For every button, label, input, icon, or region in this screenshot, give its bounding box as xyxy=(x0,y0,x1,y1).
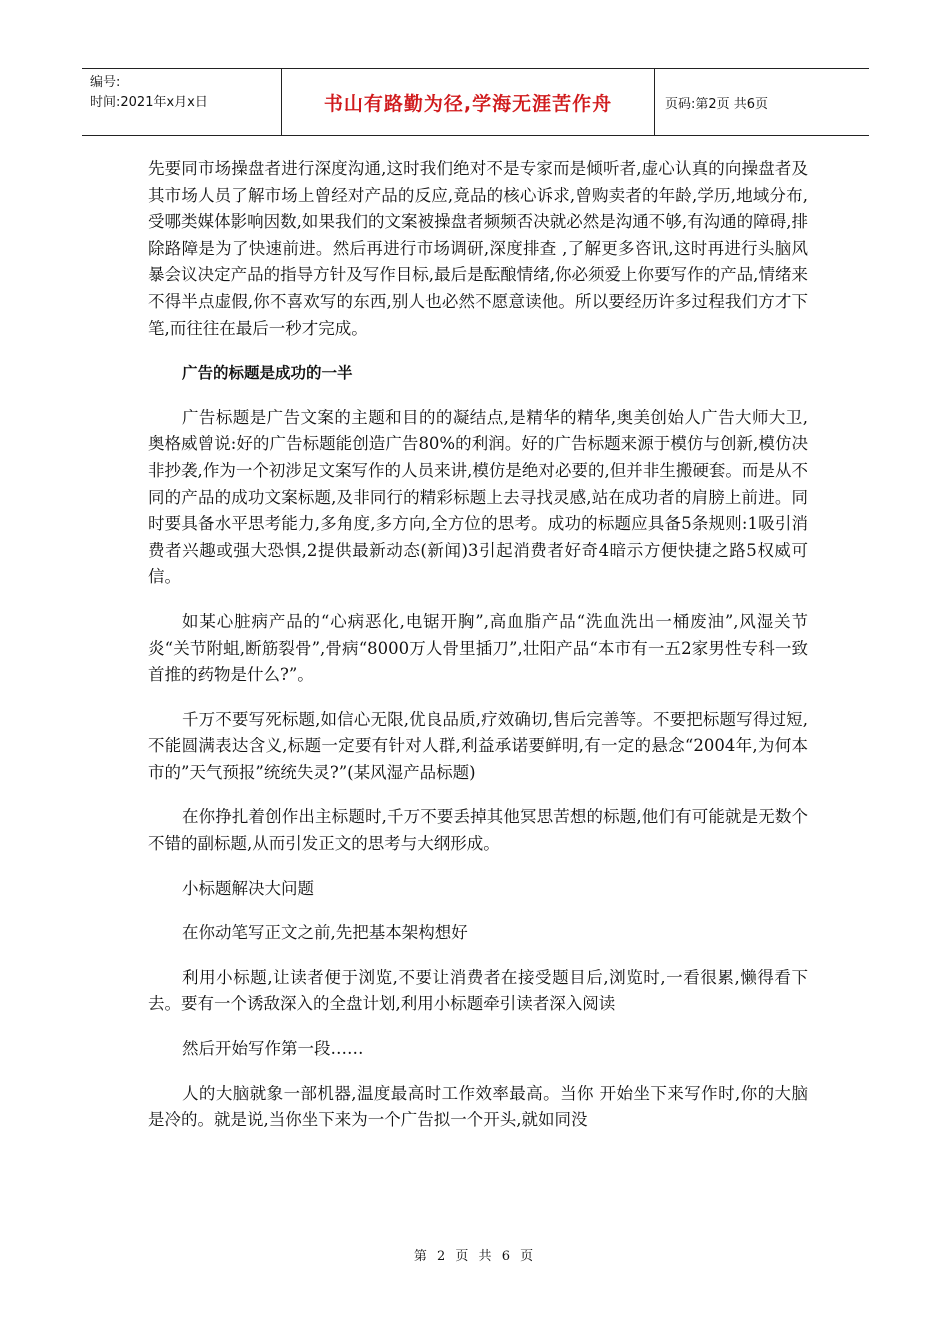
header-page-info: 页码:第2页 共6页 xyxy=(665,96,769,112)
page-footer: 第 2 页 共 6 页 xyxy=(413,1249,537,1264)
document-body xyxy=(148,156,808,1134)
document-date-label: 时间:2021年x月x日 xyxy=(90,95,208,110)
paragraph: 利用小标题,让读者便于浏览,不要让消费者在接受题目后,浏览时,一看很累,懒得看下去。要有一个诱敌深入的全盘计划,利用小标题牵引读者深入阅读 xyxy=(148,967,808,1014)
paragraph: 人的大脑就象一部机器,温度最高时工作效率最高。当你 开始坐下来写作时,你的大脑是冷的。就是说,当你坐下来为一个广告拟一个开头,就如同没 xyxy=(148,1083,808,1130)
subheading-paragraph: 小标题解决大问题 xyxy=(182,878,314,898)
paragraph: 然后开始写作第一段…… xyxy=(182,1039,364,1059)
paragraph: 如某心脏病产品的“心病恶化,电锯开胸”,高血脂产品“洗血洗出一桶废油”,风湿关节炎“关节附蛆,断筋裂骨”,骨病“8000万人骨里插刀”,壮阳产品“本市有一五2家男性专科一致首推的药物是什么?”。 xyxy=(148,611,808,685)
page-header xyxy=(82,68,869,136)
section-heading: 广告的标题是成功的一半 xyxy=(182,364,353,383)
paragraph: 广告标题是广告文案的主题和目的的凝结点,是精华的精华,奥美创始人广告大师大卫,奥格威曾说:好的广告标题能创造广告80%的利润。好的广告标题来源于模仿与创新,模仿决非抄袭,作为一个初涉足文案写作的人员来讲,模仿是绝对必要的,但并非生搬硬套。而是从不同的产品的成功文案标题,及非同行的精彩标题上去寻找灵感,站在成功者的肩膀上前进。同时要具备水平思考能力,多角度,多方向,全方位的思考。成功的标题应具备5条规则:1吸引消费者兴趣或强大恐惧,2提供最新动态(新闻)3引起消费者好奇4暗示方便快捷之路5权威可信。 xyxy=(148,407,808,587)
paragraph: 千万不要写死标题,如信心无限,优良品质,疗效确切,售后完善等。不要把标题写得过短,不能圆满表达含义,标题一定要有针对人群,利益承诺要鲜明,有一定的悬念“2004年,为何本市的”天气预报”统统失灵?”(某风湿产品标题) xyxy=(148,709,808,782)
document-number-label: 编号: xyxy=(90,75,121,90)
paragraph: 在你动笔写正文之前,先把基本架构想好 xyxy=(182,923,468,943)
paragraph: 先要同市场操盘者进行深度沟通,这时我们绝对不是专家而是倾听者,虚心认真的向操盘者及其市场人员了解市场上曾经对产品的反应,竟品的核心诉求,曾购卖者的年龄,学历,地域分布,受哪类媒体影响因数,如果我们的文案被操盘者频频否决就必然是沟通不够,有沟通的障碍,排除路障是为了快速前进。然后再进行市场调研,深度排查 ,了解更多咨讯,这时再进行头脑风暴会议决定产品的指导方针及写作目标,最后是酝酿情绪,你必须爱上你要写作的产品,情绪来不得半点虚假,你不喜欢写的东西,别人也必然不愿意读他。所以要经历许多过程我们方才下笔,而往往在最后一秒才完成。 xyxy=(148,159,808,338)
paragraph: 在你挣扎着创作出主标题时,千万不要丢掉其他冥思苦想的标题,他们有可能就是无数个不错的副标题,从而引发正文的思考与大纲形成。 xyxy=(148,807,808,854)
header-meta xyxy=(82,69,282,135)
header-motto: 书山有路勤为径,学海无涯苦作舟 xyxy=(282,69,655,135)
